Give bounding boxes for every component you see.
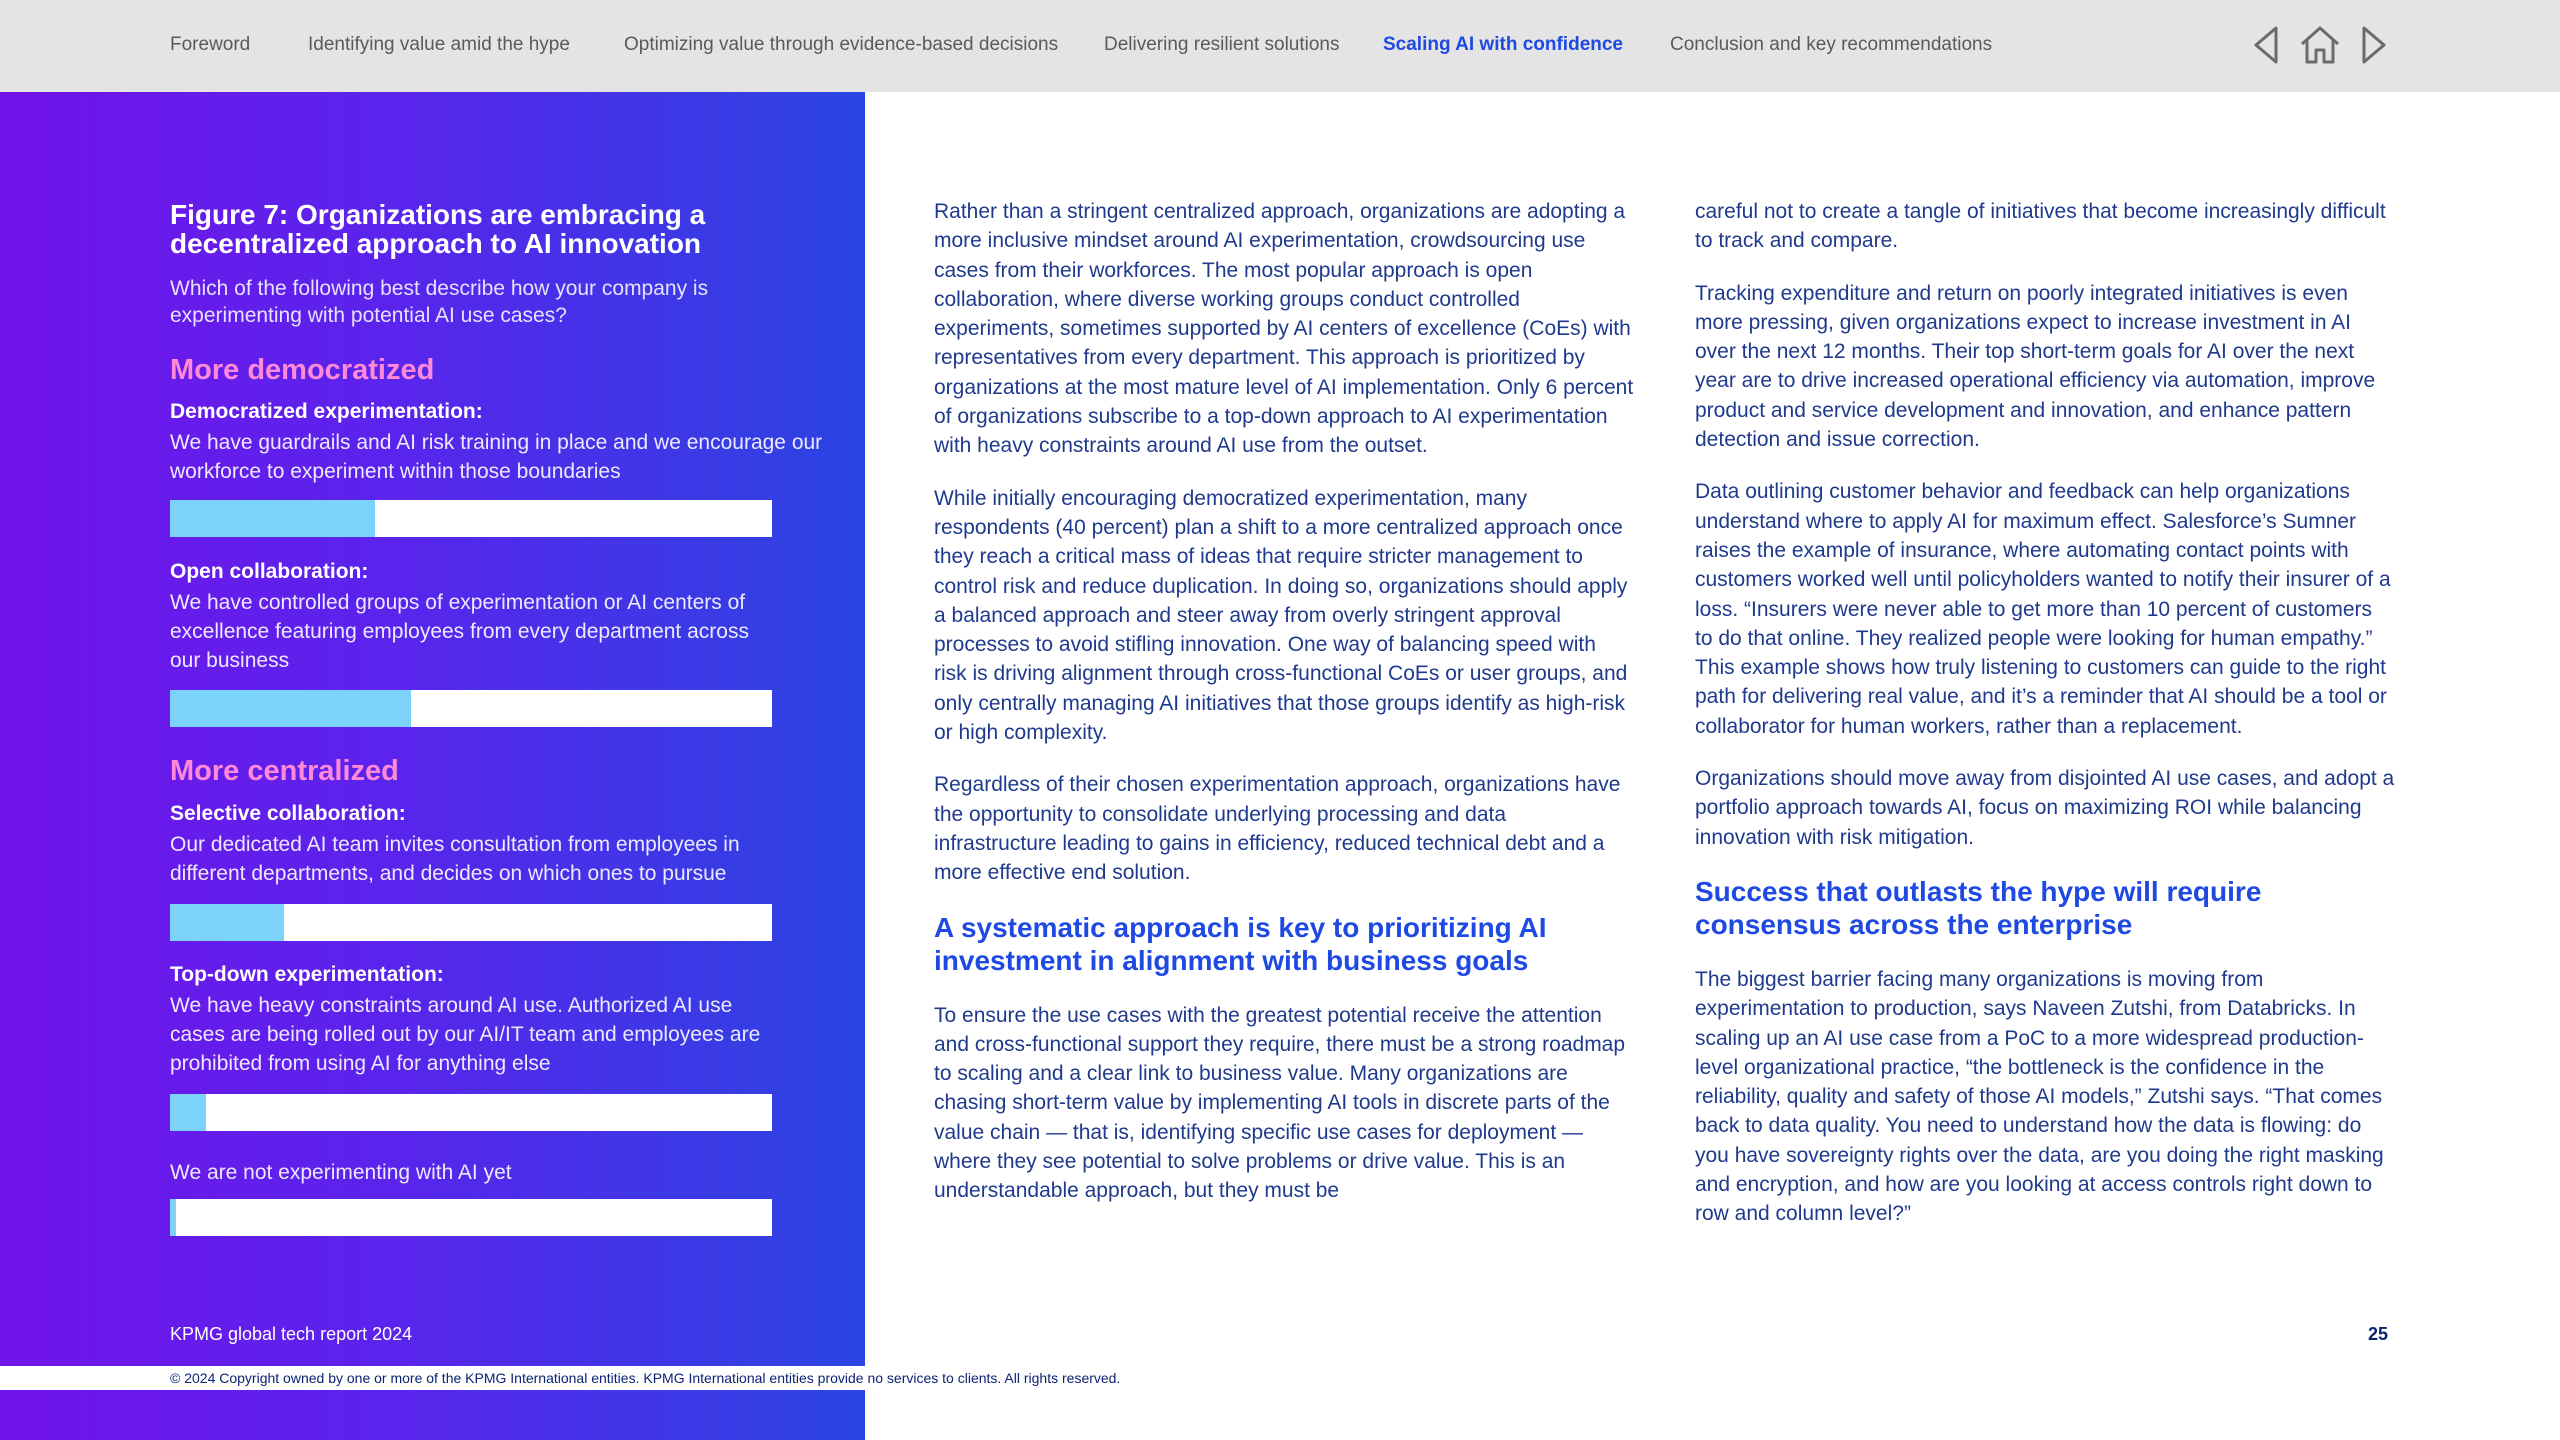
bar-track — [170, 1199, 772, 1236]
report-title-footer: KPMG global tech report 2024 — [170, 1324, 413, 1344]
item-description: Our dedicated AI team invites consultation from employees in different departments, and decides on which ones to pursue — [170, 833, 740, 885]
paragraph: Organizations should move away from disjointed AI use cases, and adopt a portfolio approach towards AI, focus on maximizing ROI while balancing innovation with risk mitigation. — [1695, 767, 2395, 849]
item-description: We have controlled groups of experimentation or AI centers of excellence featuring employees from every department across our business — [170, 591, 749, 672]
bar-fill — [170, 500, 375, 537]
paragraph: While initially encouraging democratized experimentation, many respondents (40 percent) plan a shift to a more centralized approach once they reach a critical mass of ideas that require stricter management to control risk and reduce duplication. In doing so, organizations should apply a balanced approach and steer away from overly stringent approval processes to avoid stifling innovation. One way of balancing speed with risk is driving alignment through cross-functional CoEs or user groups, and only centrally managing AI initiatives that those groups identify as high-risk or high complexity. — [934, 486, 1628, 745]
page-number: 25 — [2368, 1324, 2389, 1344]
chevron-right-icon[interactable] — [2354, 22, 2394, 68]
paragraph: Regardless of their chosen experimentation approach, organizations have the opportunity to consolidate underlying processing and data infrastructure leading to gains in efficiency, reduced technical debt and a more effective end solution. — [934, 773, 1621, 885]
top-navigation-bar — [0, 0, 2560, 92]
section-heading: A systematic approach is key to prioritizing AI investment in alignment with business goals — [934, 911, 1547, 976]
bar-fill — [170, 690, 411, 727]
article-column-2 — [1695, 197, 2395, 1252]
chevron-left-icon[interactable] — [2246, 22, 2286, 68]
item-description: We are not experimenting with AI yet — [170, 1161, 512, 1184]
bar-track — [170, 690, 772, 727]
bar-fill — [170, 1094, 206, 1131]
tab-conclusion[interactable]: Conclusion and key recommendations — [1670, 34, 1993, 55]
copyright-strip — [0, 1366, 2560, 1390]
item-title: Democratized experimentation: — [170, 400, 483, 423]
figure-question: Which of the following best describe how your company is experimenting with potential AI use cases? — [170, 277, 709, 327]
figure-panel — [0, 92, 865, 1440]
bar-track — [170, 904, 772, 941]
paragraph: careful not to create a tangle of initiatives that become increasingly difficult to track and compare. — [1695, 200, 2386, 253]
group-heading-centralized: More centralized — [170, 755, 399, 787]
tab-scaling-ai[interactable]: Scaling AI with confidence — [1383, 34, 1623, 55]
group-heading-democratized: More democratized — [170, 354, 435, 386]
section-heading: Success that outlasts the hype will require consensus across the enterprise — [1695, 875, 2262, 940]
item-title: Selective collaboration: — [170, 802, 406, 825]
tab-identifying-value[interactable]: Identifying value amid the hype — [308, 34, 570, 55]
item-description: We have guardrails and AI risk training in place and we encourage our workforce to experiment within those boundaries — [170, 431, 823, 483]
bar-track — [170, 1094, 772, 1131]
paragraph: To ensure the use cases with the greatest potential receive the attention and cross-functional support they require, there must be a strong roadmap to scaling and a clear link to business value. Many organizations are chasing short-term value by implementing AI tools in discrete parts of the value chain — that is, identifying specific use cases for deployment — where they see potential to solve problems or drive value. This is an understandable approach, but they must be — [934, 1003, 1626, 1203]
paragraph: The biggest barrier facing many organizations is moving from experimentation to production, says Naveen Zutshi, from Databricks. In scaling up an AI use case from a PoC to a more widespread production-level organizational practice, “the bottleneck is the confidence in the reliability, quality and safety of those AI models,” Zutshi says. “That comes back to data quality. You need to understand how the data is flowing: do you have sovereignty rights over the data, are you doing the right masking and encryption, and how are you looking at access controls right down to row and column level?” — [1695, 967, 2384, 1226]
item-title: Open collaboration: — [170, 560, 369, 583]
bar-track — [170, 500, 772, 537]
tab-foreword[interactable]: Foreword — [170, 34, 251, 55]
tab-optimizing-value[interactable]: Optimizing value through evidence-based decisions — [624, 34, 1059, 55]
paragraph: Rather than a stringent centralized approach, organizations are adopting a more inclusive mindset around AI experimentation, crowdsourcing use cases from their workforces. The most popular approach is open collaboration, where diverse working groups conduct controlled experiments, sometimes supported by AI centers of excellence (CoEs) with representatives from every department. This approach is prioritized by organizations at the most mature level of AI implementation. Only 6 percent of organizations subscribe to a top-down approach to AI experimentation with heavy constraints around AI use from the outset. — [934, 200, 1634, 458]
copyright-text: © 2024 Copyright owned by one or more of the KPMG International entities. KPMG International entities provide no services to clients. All rights reserved. — [170, 1370, 1121, 1386]
item-title: Top-down experimentation: — [170, 963, 444, 986]
bar-fill — [170, 904, 284, 941]
home-icon[interactable] — [2298, 22, 2342, 68]
item-description: We have heavy constraints around AI use. Authorized AI use cases are being rolled out by our AI/IT team and employees are prohibited from using AI for anything else — [170, 994, 761, 1075]
paragraph: Tracking expenditure and return on poorly integrated initiatives is even more pressing, given organizations expect to increase investment in AI over the next 12 months. Their top short-term goals for AI over the next year are to drive increased operational efficiency via automation, improve product and service development and innovation, and enhance pattern detection and issue correction. — [1695, 281, 2376, 452]
figure-title: Figure 7: Organizations are embracing a decentralized approach to AI innovation — [170, 199, 706, 259]
article-column-1 — [934, 197, 1634, 1229]
tab-delivering-resilient[interactable]: Delivering resilient solutions — [1104, 34, 1340, 55]
paragraph: Data outlining customer behavior and feedback can help organizations understand where to apply AI for maximum effect. Salesforce’s Sumner raises the example of insurance, where automating contact points with customers worked well until policyholders wanted to notify their insurer of a loss. “Insurers were never able to get more than 10 percent of customers to do that online. They realized people were looking for human empathy.” This example shows how truly listening to customers can guide to the right path for delivering real value, and it’s a reminder that AI should be a tool or collaborator for human workers, rather than a replacement. — [1695, 480, 2391, 738]
bar-fill — [170, 1199, 176, 1236]
